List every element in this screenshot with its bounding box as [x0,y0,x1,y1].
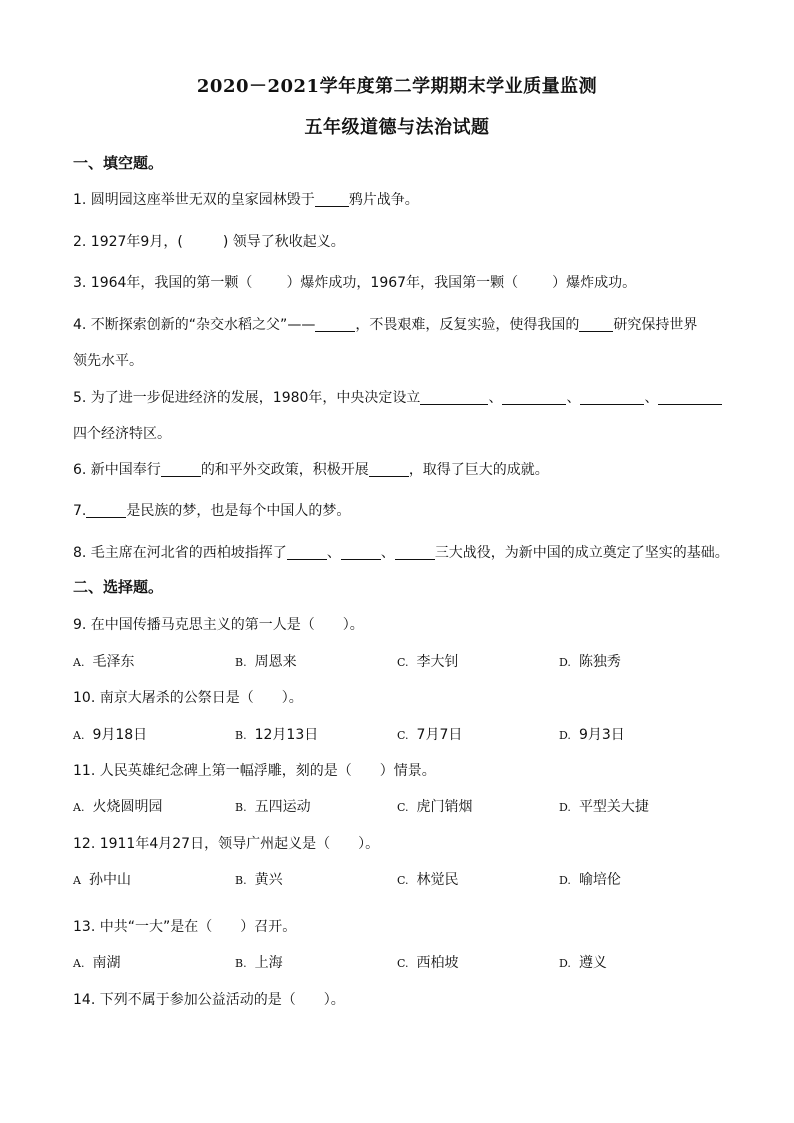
option-b[interactable]: B. 周恩来 [235,654,297,670]
question-12: 12. 1911年4月27日，领导广州起义是（ ）。 [73,836,380,852]
question-5-cont: 四个经济特区。 [73,426,171,442]
option-a[interactable]: A 孙中山 [73,872,131,888]
option-a[interactable]: A. 火烧圆明园 [73,799,163,815]
section-fill-heading: 一、填空题。 [73,154,164,172]
answer-blank[interactable] [502,390,566,405]
question-7: 7. 是民族的梦，也是每个中国人的梦。 [73,503,351,519]
answer-blank[interactable] [420,390,488,405]
option-b[interactable]: B. 12月13日 [235,727,319,743]
question-11: 11. 人民英雄纪念碑上第一幅浮雕，刻的是（ ）情景。 [73,763,436,779]
question-5: 5. 为了进一步促进经济的发展，1980年，中央决定设立 、 、 、 [73,387,722,407]
question-14: 14. 下列不属于参加公益活动的是（ ）。 [73,992,345,1008]
answer-blank[interactable] [341,545,381,560]
option-c[interactable]: C. 李大钊 [397,654,459,670]
question-4: 4. 不断探索创新的“杂交水稻之父”—— ，不畏艰难，反复实验，使得我国的 研究保持世界 [73,317,698,333]
option-a[interactable]: A. 南湖 [73,955,121,971]
option-c[interactable]: C. 7月7日 [397,727,463,743]
question-2: 2. 1927年9月，( ) 领导了秋收起义。 [73,234,345,250]
option-b[interactable]: B. 五四运动 [235,799,311,815]
option-b[interactable]: B. 黄兴 [235,872,283,888]
answer-blank[interactable] [287,545,327,560]
question-8: 8. 毛主席在河北省的西柏坡指挥了 、 、 三大战役，为新中国的成立奠定了坚实的基础。 [73,545,729,561]
question-4-cont: 领先水平。 [73,353,143,369]
option-d[interactable]: D. 平型关大捷 [559,799,649,815]
answer-blank[interactable] [161,462,201,477]
question-3: 3. 1964年，我国的第一颗（ ）爆炸成功，1967年，我国第一颗（ ）爆炸成功。 [73,275,637,291]
question-10: 10. 南京大屠杀的公祭日是（ ）。 [73,690,303,706]
option-d[interactable]: D. 9月3日 [559,727,625,743]
answer-blank[interactable] [369,462,409,477]
option-d[interactable]: D. 遵义 [559,955,607,971]
answer-blank[interactable] [658,390,722,405]
question-6: 6. 新中国奉行 的和平外交政策，积极开展 ，取得了巨大的成就。 [73,462,549,478]
answer-blank[interactable] [315,192,349,207]
option-d[interactable]: D. 陈独秀 [559,654,621,670]
answer-blank[interactable] [86,503,126,518]
option-c[interactable]: C. 西柏坡 [397,955,459,971]
option-c[interactable]: C. 林觉民 [397,872,459,888]
option-d[interactable]: D. 喻培伦 [559,872,621,888]
option-b[interactable]: B. 上海 [235,955,283,971]
answer-blank[interactable] [315,317,355,332]
answer-blank[interactable] [395,545,435,560]
question-9: 9. 在中国传播马克思主义的第一人是（ ）。 [73,617,364,633]
exam-subtitle: 五年级道德与法治试题 [304,117,490,138]
question-1: 1. 圆明园这座举世无双的皇家园林毁于 鸦片战争。 [73,192,419,208]
option-a[interactable]: A. 毛泽东 [73,654,135,670]
section-choice-heading: 二、选择题。 [73,578,164,596]
option-a[interactable]: A. 9月18日 [73,727,148,743]
answer-blank[interactable] [579,317,613,332]
exam-title: 2020－2021学年度第二学期期末学业质量监测 [196,76,598,97]
question-13: 13. 中共“一大”是在（ ）召开。 [73,919,297,935]
answer-blank[interactable] [580,390,644,405]
option-c[interactable]: C. 虎门销烟 [397,799,473,815]
